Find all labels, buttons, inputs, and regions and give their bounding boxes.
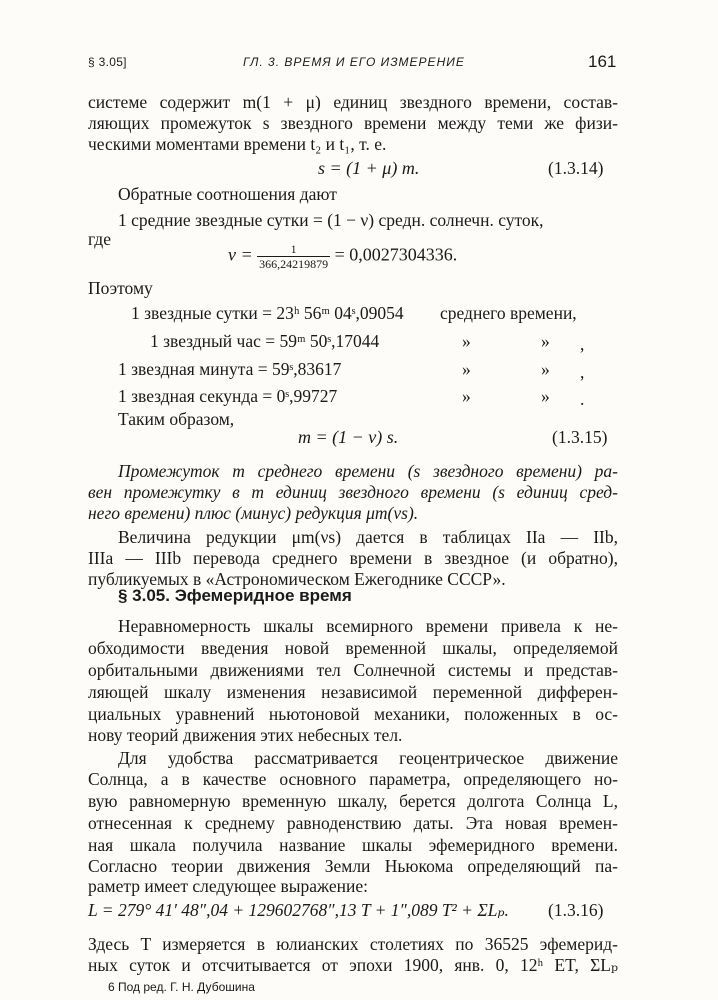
text-line: Поэтому [88, 278, 153, 298]
ditto-mark: » [541, 359, 550, 379]
equation-1-3-14: s = (1 + μ) m. [318, 158, 420, 178]
text-line: циальных уравнений ньютоновой механики, положенных в ос- [88, 704, 618, 724]
conversion-row: 1 звездная минута = 59ˢ,83617 [118, 359, 342, 379]
text-line: Для удобства рассматривается геоцентрическое движение [118, 748, 618, 768]
text-line: ных суток и отсчитывается от эпохи 1900, янв. 0, 12ʰ ET, ΣLₚ [88, 955, 618, 975]
punct: . [580, 389, 585, 409]
text-line: орбитальными движениями тел Солнечной системы и представ- [88, 660, 618, 680]
text-line: системе содержит m(1 + μ) единиц звездного времени, состав- [88, 92, 618, 112]
ditto-mark: » [541, 331, 550, 351]
text-line: Согласно теории движения Земли Ньюкома определяющий па- [88, 856, 618, 876]
text-line: ляющей шкалу изменения независимой переменной дифферен- [88, 682, 618, 702]
equation-number: (1.3.15) [552, 427, 608, 447]
ditto-mark: » [462, 386, 471, 406]
equation-number: (1.3.16) [548, 900, 604, 920]
text-line-italic: вен промежутку в m единиц звездного времени (s единиц сред- [88, 482, 618, 502]
text-line: нову теорий движения этих небесных тел. [88, 725, 403, 745]
text-line: Здесь T измеряется в юлианских столетиях по 36525 эфемерид- [88, 934, 618, 954]
ditto-mark: » [462, 359, 471, 379]
text-line-italic: него времени) плюс (минус) редукция μm(νs). [88, 503, 419, 523]
text-line: вую равномерную временную шкалу, берется долгота Солнца L, [88, 791, 618, 811]
fraction-numerator: 1 [257, 242, 330, 257]
text-line-italic: Промежуток m среднего времени (s звездного времени) ра- [118, 461, 618, 481]
nu-equation [228, 242, 457, 271]
ditto-mark: » [541, 386, 550, 406]
equation-number: (1.3.14) [548, 158, 604, 178]
running-section: § 3.05] [88, 55, 127, 69]
text-line: 1 средние звездные сутки = (1 − ν) средн. солнечн. суток, [118, 210, 544, 230]
text-line: Обратные соотношения дают [118, 184, 337, 204]
page-number: 161 [588, 52, 617, 71]
text-line: где [88, 229, 111, 249]
text-line: Неравномерность шкалы всемирного времени привела к не- [118, 616, 618, 636]
punct: , [580, 362, 585, 382]
punct: , [580, 334, 585, 354]
nu-fraction [257, 242, 330, 271]
ditto-mark: » [462, 331, 471, 351]
nu-lhs: ν = [228, 244, 253, 265]
text-line: раметр имеет следующее выражение: [88, 876, 369, 896]
section-title: § 3.05. Эфемеридное время [118, 586, 352, 605]
conversion-row: 1 звездный час = 59ᵐ 50ˢ,17044 [150, 331, 380, 351]
text-line: отнесенная к среднему равноденствию даты. Эта новая времен- [88, 813, 618, 833]
running-title: ГЛ. 3. ВРЕМЯ И ЕГО ИЗМЕРЕНИЕ [243, 55, 465, 69]
text-line: ческими моментами времени t₂ и t₁, т. е. [88, 134, 387, 154]
text-line: обходимости введения новой временной шкалы, определяемой [88, 638, 618, 658]
footer-signature: 6 Под ред. Г. Н. Дубошина [108, 980, 255, 994]
text-line: Таким образом, [118, 409, 235, 429]
text-line: ная шкала получила название шкалы эфемеридного времени. [88, 835, 618, 855]
conversion-unit: среднего времени, [440, 303, 577, 323]
text-line: IIIa — IIIb перевода среднего времени в звездное (и обратно), [88, 548, 618, 568]
text-line: ляющих промежуток s звездного времени между теми же физи- [88, 113, 618, 133]
equation-1-3-16: L = 279° 41′ 48″,04 + 129602768″,13 T + 1″,089 T² + ΣLₚ. [88, 900, 509, 920]
nu-rhs: = 0,0027304336. [334, 244, 458, 265]
equation-1-3-15: m = (1 − ν) s. [298, 427, 399, 447]
text-line: Величина редукции μm(νs) дается в таблицах IIa — IIb, [118, 527, 618, 547]
conversion-row: 1 звездные сутки = 23ʰ 56ᵐ 04ˢ,09054 [131, 303, 404, 323]
text-line: публикуемых в «Астрономическом Ежегоднике СССР». [88, 569, 506, 589]
conversion-row: 1 звездная секунда = 0ˢ,99727 [118, 386, 338, 406]
text-line: Солнца, а в качестве основного параметра, определяющего но- [88, 769, 618, 789]
fraction-denominator: 366,24219879 [259, 257, 329, 271]
